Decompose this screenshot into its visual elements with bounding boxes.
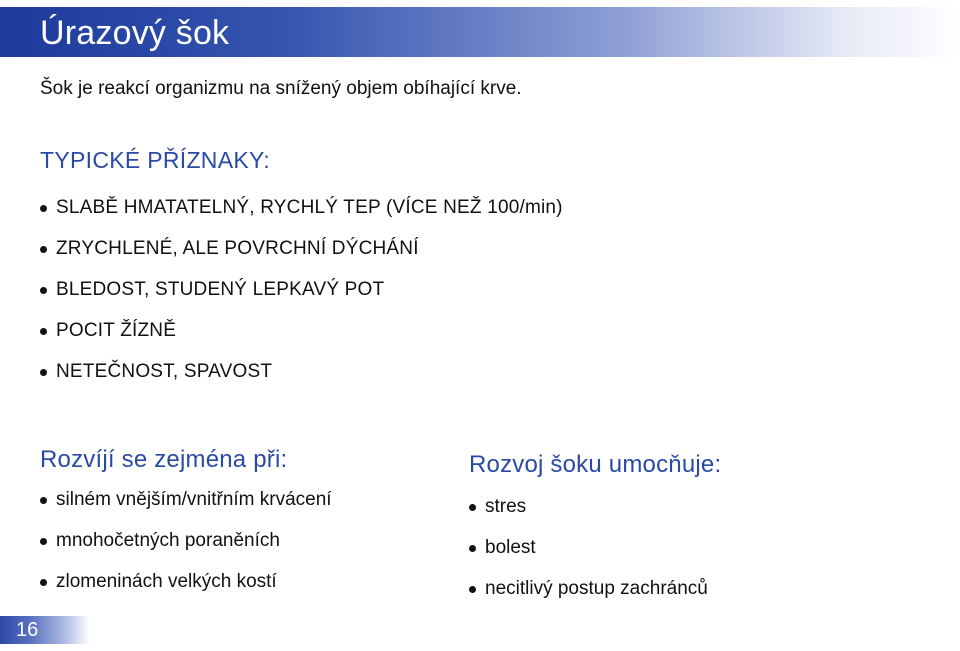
bullet-icon [40,369,47,376]
develops-text: silném vnějším/vnitřním krvácení [56,489,332,510]
title-bar [0,7,960,57]
intensifies-item [469,536,721,577]
page-title: Úrazový šok [40,14,230,52]
develops-section [40,446,332,611]
bullet-icon [40,246,47,253]
develops-heading: Rozvíjí se zejména při: [40,446,288,473]
symptom-text: NETEČNOST, SPAVOST [56,361,273,382]
develops-item [40,570,332,611]
bullet-icon [40,538,47,545]
develops-item [40,529,332,570]
intensifies-section [469,451,721,618]
bullet-icon [469,586,476,593]
develops-item [40,488,332,529]
intensifies-text: bolest [485,537,536,558]
bullet-icon [40,205,47,212]
page-number-tab [0,616,90,644]
bullet-icon [40,497,47,504]
symptom-item [40,319,563,360]
intensifies-text: stres [485,496,527,517]
symptom-text: SLABĚ HMATATELNÝ, RYCHLÝ TEP (VÍCE NEŽ 100/min) [56,197,563,218]
bullet-icon [40,328,47,335]
page-number: 16 [16,619,39,641]
bullet-icon [40,579,47,586]
intensifies-heading: Rozvoj šoku umocňuje: [469,451,722,478]
bullet-icon [40,287,47,294]
symptom-text: BLEDOST, STUDENÝ LEPKAVÝ POT [56,279,385,300]
symptom-item [40,278,563,319]
bullet-icon [469,545,476,552]
develops-list [40,488,332,611]
symptom-item [40,196,563,237]
intensifies-text: necitlivý postup zachránců [485,578,708,599]
symptom-item [40,360,563,401]
symptoms-list [40,196,563,401]
symptom-text: POCIT ŽÍZNĚ [56,320,177,341]
symptoms-heading: TYPICKÉ PŘÍZNAKY: [40,147,271,173]
develops-text: mnohočetných poraněních [56,530,280,551]
symptom-text: ZRYCHLENÉ, ALE POVRCHNÍ DÝCHÁNÍ [56,238,419,259]
intro-text: Šok je reakcí organizmu na snížený objem obíhající krve. [40,78,522,99]
intensifies-item [469,495,721,536]
intensifies-item [469,577,721,618]
develops-text: zlomeninách velkých kostí [56,571,277,592]
bullet-icon [469,504,476,511]
symptom-item [40,237,563,278]
intensifies-list [469,495,721,618]
